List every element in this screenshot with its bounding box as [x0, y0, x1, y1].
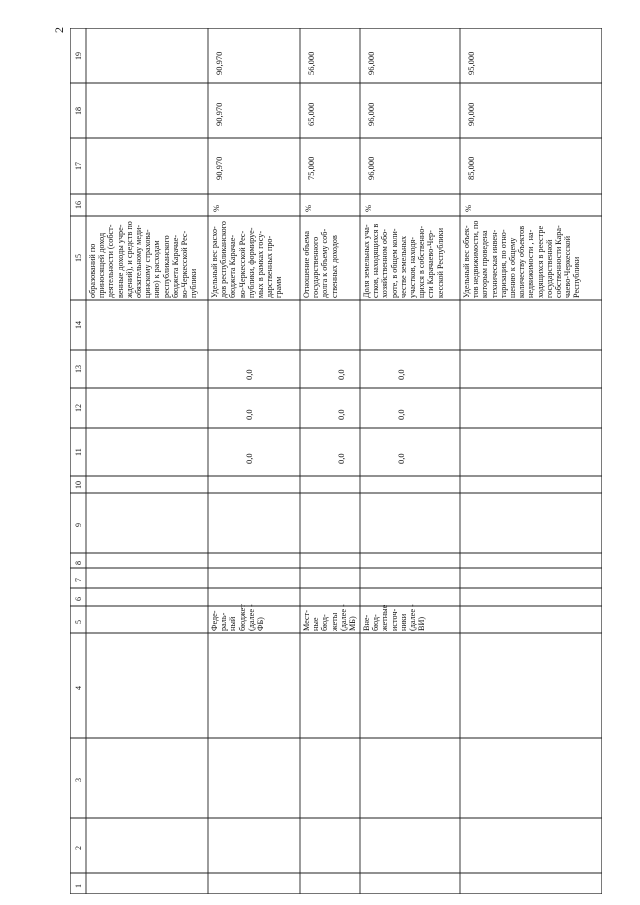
column-header-14: 14 [74, 321, 83, 329]
column-header-12: 12 [74, 404, 83, 412]
column-header-8: 8 [74, 560, 83, 565]
value-col-18: 96,000 [366, 102, 376, 126]
column-header-6: 6 [74, 597, 83, 601]
indicator-text: Удельный вес объек- тов недвижимости, по которым проведена техническая инвен- таризация, по отно- шению к общему количеству объектов недвижимости , на- ходящихся в реестре государственной собственности Кара- чаево-Черкесской Республики [462, 220, 582, 298]
indicator-text: Доля земельных уча- стков, находящихся в хозяйственном обо- роте, в общем коли- честве земельных участков, находя- щихся в собственно- сти Карачаево-Чер- кесской Республики [362, 223, 445, 298]
unit-cell: % [211, 204, 221, 212]
value-col-19: 96,000 [366, 51, 376, 75]
funding-source-text: Феде- раль- ный бюджет (далее - ФБ) [210, 604, 266, 631]
value-col-19: 95,000 [466, 51, 476, 75]
unit-cell: % [303, 204, 313, 212]
cell-col-12: 0,0 [396, 409, 406, 420]
column-header-17: 17 [74, 162, 83, 170]
cell-col-12: 0,0 [336, 409, 346, 420]
cell-col-11: 0,0 [396, 453, 406, 464]
cell-col-11: 0,0 [244, 453, 254, 464]
data-table [70, 28, 602, 894]
value-col-19: 90,970 [214, 51, 224, 75]
indicator-text: Отношение объема государственного долга к объему соб- ственных доходов [302, 228, 339, 298]
funding-source-text: Мест- ные бюд- жеты (далее - МБ) [302, 604, 358, 631]
value-col-19: 56,000 [306, 51, 316, 75]
funding-source-text: Вне- бюд- жетные источ- ники (далее - ВИ) [362, 604, 427, 631]
column-header-1: 1 [74, 883, 83, 888]
value-col-18: 90,970 [214, 102, 224, 126]
page-number: 2 [52, 27, 66, 33]
column-header-18: 18 [74, 106, 83, 115]
value-col-17: 90,970 [214, 156, 224, 180]
column-header-13: 13 [74, 365, 83, 373]
column-header-19: 19 [74, 51, 83, 60]
cell-col-13: 0,0 [396, 369, 406, 380]
column-header-5: 5 [74, 619, 83, 624]
column-header-15: 15 [74, 254, 83, 262]
column-header-7: 7 [74, 578, 83, 582]
cell-col-11: 0,0 [336, 453, 346, 464]
unit-cell: % [463, 204, 473, 212]
indicator-text: Удельный вес расхо- дов республиканского бюджета Карачае- во-Черкесской Рес- публики, формируе- мых в рамках госу- дарственных про- грамм [210, 221, 284, 298]
column-header-16: 16 [74, 201, 83, 209]
column-header-9: 9 [74, 523, 83, 527]
column-header-4: 4 [74, 685, 83, 690]
value-col-17: 85,000 [466, 156, 476, 180]
column-header-10: 10 [74, 480, 83, 489]
cell-col-13: 0,0 [336, 369, 346, 380]
cell-col-12: 0,0 [244, 409, 254, 420]
value-col-18: 90,000 [466, 102, 476, 126]
unit-cell: % [363, 204, 373, 212]
column-header-3: 3 [74, 778, 83, 782]
indicator-text: образований по приносящей доход деятельности (собст- венные доходы учре- ждений), и средств по обязательному меди- цинскому страхова- нию) к расходам республиканского бюджета Карачае- во-Черкесской Рес- публики [88, 221, 199, 298]
value-col-17: 75,000 [306, 156, 316, 180]
column-header-11: 11 [74, 448, 83, 456]
cell-col-13: 0,0 [244, 369, 254, 380]
value-col-17: 96,000 [366, 156, 376, 180]
column-header-2: 2 [74, 845, 83, 850]
value-col-18: 65,000 [306, 102, 316, 126]
